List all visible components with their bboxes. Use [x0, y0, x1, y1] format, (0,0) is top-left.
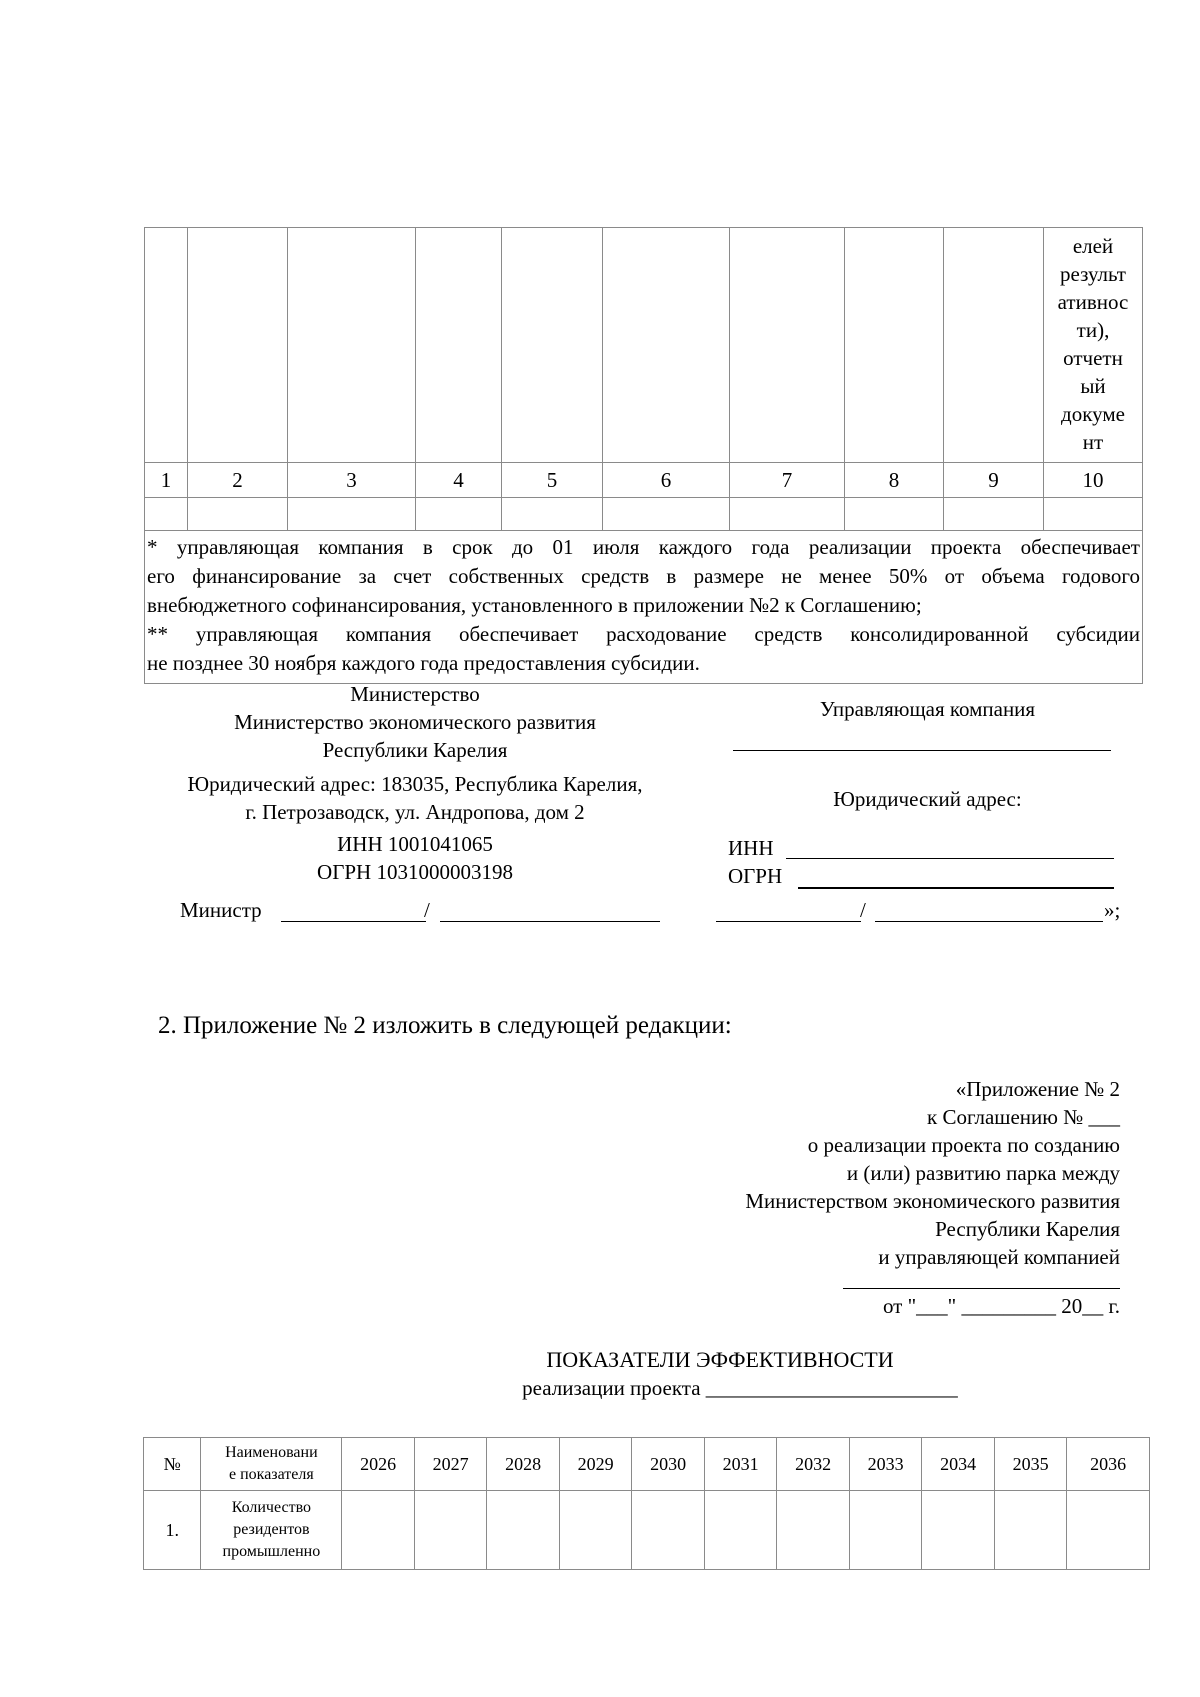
ministry-codes: [150, 830, 680, 886]
column-number: 5: [502, 463, 603, 498]
ministry-inn: ИНН 1001041065: [337, 832, 493, 856]
header-year: 2032: [777, 1438, 850, 1491]
date-line: от "___" _________ 20__ г.: [882, 1294, 1120, 1318]
header-year: 2036: [1067, 1438, 1150, 1491]
footnote-line: * управляющая компания в срок до 01 июля каждого года реализации проекта обеспечивает: [147, 535, 1140, 559]
company-signature-line: [716, 921, 861, 922]
header-year: 2035: [994, 1438, 1067, 1491]
company-address-label: Юридический адрес:: [833, 787, 1022, 811]
column-number: 2: [188, 463, 288, 498]
header-num: №: [144, 1438, 201, 1491]
footnote-line: внебюджетного софинансирования, установленного в приложении №2 к Соглашению;: [147, 593, 922, 617]
header-year: 2034: [922, 1438, 995, 1491]
company-label: Управляющая компания: [819, 697, 1036, 721]
column-numbers-row: [145, 463, 1143, 498]
column-number: 3: [288, 463, 416, 498]
ministry-label: Министерство: [350, 682, 480, 706]
minister-label: Министр: [180, 898, 262, 922]
column-number: 9: [944, 463, 1044, 498]
kpi-table: [143, 1437, 1150, 1570]
footnote-line: не позднее 30 ноября каждого года предоставления субсидии.: [147, 651, 700, 675]
criteria-table: [144, 227, 1143, 684]
ministry-name-2: Республики Карелия: [322, 738, 508, 762]
header-year: 2029: [559, 1438, 632, 1491]
ministry-address: Юридический адрес: 183035, Республика Карелия, г. Петрозаводск, ул. Андропова, дом 2: [187, 772, 643, 824]
header-year: 2026: [342, 1438, 415, 1491]
ministry-ogrn: ОГРН 1031000003198: [317, 860, 513, 884]
empty-row: [145, 498, 1143, 531]
header-name: Наименовани е показателя: [201, 1438, 342, 1491]
company-name-line: [733, 750, 1111, 751]
column-number: 1: [145, 463, 188, 498]
footnote-row: [145, 531, 1143, 684]
signature-line: [281, 921, 426, 922]
closing-quote: »;: [1104, 898, 1121, 922]
column-number: 7: [730, 463, 845, 498]
row-num: 1.: [144, 1491, 201, 1570]
footnote-cell: [145, 531, 1143, 684]
header-year: 2031: [704, 1438, 777, 1491]
table-header-row: [144, 1438, 1150, 1491]
table-title: ПОКАЗАТЕЛИ ЭФФЕКТИВНОСТИ: [546, 1347, 894, 1372]
agreement-blank-line: [843, 1288, 1120, 1289]
header-year: 2028: [487, 1438, 560, 1491]
table-subtitle: реализации проекта ________________________: [522, 1376, 958, 1400]
footnote-line: ** управляющая компания обеспечивает расходование средств консолидированной субсидии: [147, 622, 1140, 646]
continuation-row: [145, 228, 1143, 463]
sign-separator: /: [424, 898, 430, 922]
company-name-sign-line: [875, 921, 1103, 922]
header-year: 2030: [632, 1438, 705, 1491]
column-number: 10: [1044, 463, 1143, 498]
footnote-line: его финансирование за счет собственных средств в размере не менее 50% от объема годового: [147, 564, 1140, 588]
name-line: [440, 921, 660, 922]
company-inn-line: [786, 858, 1114, 859]
attachment-header: «Приложение № 2 к Соглашению № ___ о реализации проекта по созданию и (или) развитию парка между Министерством экономического развития Республики Карелия и управляющей компанией: [745, 1077, 1120, 1269]
section-heading: 2. Приложение № 2 изложить в следующей редакции:: [158, 1012, 732, 1039]
company-ogrn-line: [798, 887, 1114, 889]
company-ogrn-label: ОГРН: [728, 864, 783, 888]
company-sign-separator: /: [860, 898, 866, 922]
continuation-cell: елей результ ативнос ти), отчетн ый докуме нт: [1044, 228, 1143, 463]
company-inn-label: ИНН: [728, 836, 774, 860]
ministry-block: [150, 680, 680, 764]
header-year: 2033: [849, 1438, 922, 1491]
column-number: 4: [416, 463, 502, 498]
column-number: 8: [845, 463, 944, 498]
row-name: Количество резидентов промышленно: [201, 1491, 342, 1570]
column-number: 6: [603, 463, 730, 498]
ministry-name: Министерство экономического развития: [234, 710, 596, 734]
header-year: 2027: [414, 1438, 487, 1491]
table-row: [144, 1491, 1150, 1570]
